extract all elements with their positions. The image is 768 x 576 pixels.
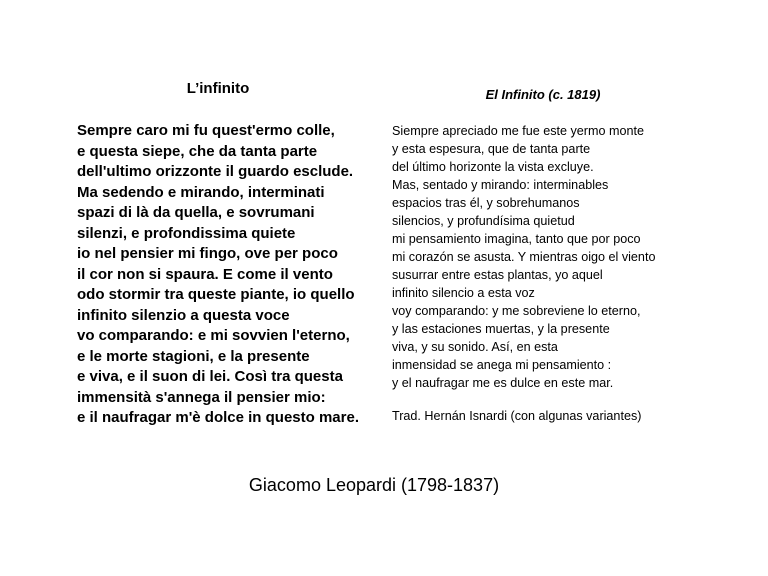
spanish-poem-line: infinito silencio a esta voz [392, 286, 535, 300]
italian-poem-line: immensità s'annega il pensier mio: [77, 388, 326, 406]
italian-poem-line: Ma sedendo e mirando, interminati [77, 183, 325, 201]
spanish-poem [392, 122, 655, 392]
spanish-poem-line: inmensidad se anega mi pensamiento : [392, 358, 612, 372]
spanish-poem-title: El Infinito (c. 1819) [485, 87, 601, 102]
italian-poem-line: silenzi, e profondissima quiete [77, 224, 296, 242]
spanish-poem-line: y las estaciones muertas, y la presente [392, 322, 610, 336]
spanish-poem-line: Mas, sentado y mirando: interminables [392, 178, 609, 192]
italian-poem-line: il cor non si spaura. E come il vento [77, 265, 333, 283]
italian-poem-line: odo stormir tra queste piante, io quello [77, 286, 355, 303]
spanish-poem-line: mi corazón se asusta. Y mientras oigo el viento [392, 250, 656, 264]
italian-poem-line: e questa siepe, che da tanta parte [77, 142, 318, 160]
italian-poem-line: vo comparando: e mi sovvien l'eterno, [77, 327, 350, 344]
italian-poem-line: e viva, e il suon di lei. Così tra questa [77, 368, 343, 385]
italian-poem-line: e il naufragar m'è dolce in questo mare. [77, 409, 359, 426]
spanish-poem-line: susurrar entre estas plantas, yo aquel [392, 268, 603, 282]
spanish-poem-line: voy comparando: y me sobreviene lo eterno, [392, 304, 641, 318]
italian-poem [77, 121, 359, 429]
italian-poem-line: infinito silenzio a questa voce [77, 306, 290, 324]
spanish-poem-line: silencios, y profundísima quietud [392, 214, 575, 228]
italian-poem-line: dell'ultimo orizzonte il guardo esclude. [77, 163, 354, 180]
translator-credit: Trad. Hernán Isnardi (con algunas variantes) [392, 409, 642, 423]
spanish-poem-line: del último horizonte la vista excluye. [392, 160, 594, 174]
spanish-poem-line: y esta espesura, que de tanta parte [392, 142, 591, 156]
spanish-poem-line: y el naufragar me es dulce en este mar. [392, 376, 614, 390]
italian-poem-line: e le morte stagioni, e la presente [77, 347, 310, 365]
spanish-poem-line: viva, y su sonido. Así, en esta [392, 340, 558, 354]
author-caption: Giacomo Leopardi (1798-1837) [248, 475, 500, 495]
italian-poem-line: Sempre caro mi fu quest'ermo colle, [77, 122, 335, 139]
spanish-poem-line: Siempre apreciado me fue este yermo monte [392, 124, 644, 138]
spanish-poem-line: espacios tras él, y sobrehumanos [392, 196, 580, 210]
spanish-poem-line: mi pensamiento imagina, tanto que por poco [392, 232, 641, 246]
italian-poem-line: io nel pensier mi fingo, ove per poco [77, 245, 338, 262]
italian-poem-title: L’infinito [186, 80, 250, 97]
italian-poem-line: spazi di là da quella, e sovrumani [77, 204, 315, 221]
